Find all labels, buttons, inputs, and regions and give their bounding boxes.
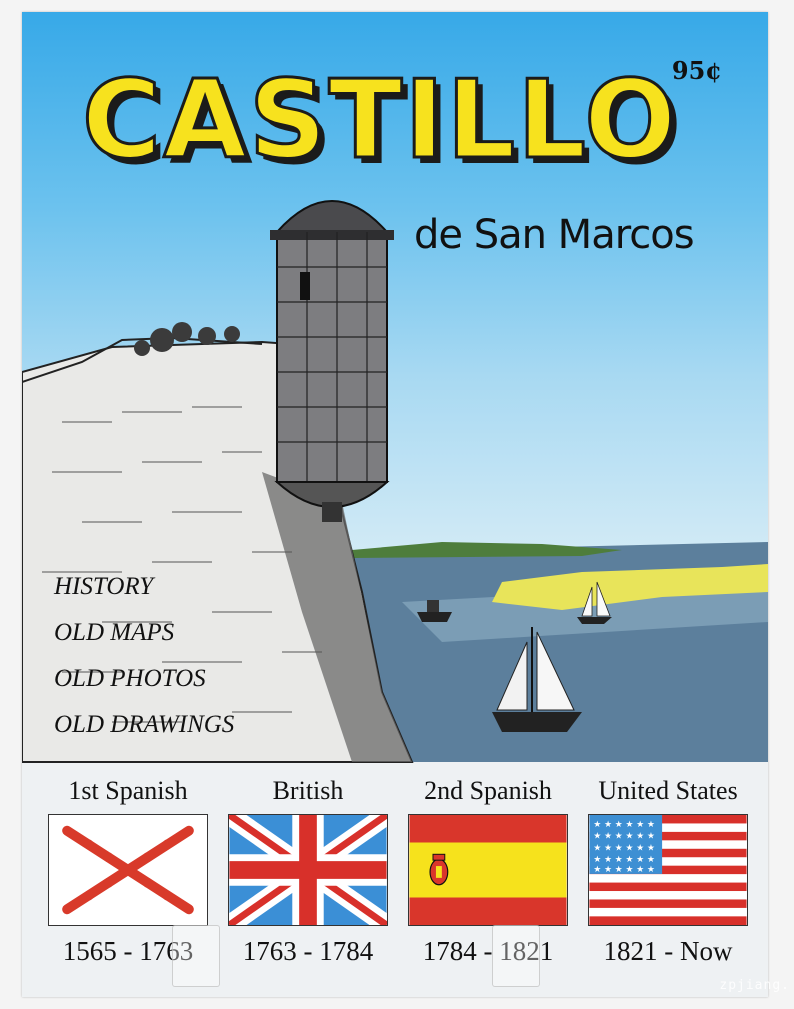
magazine-cover [22,12,768,997]
cover-title: CASTILLO [82,58,679,183]
period-years: 1565 - 1763 [62,936,194,966]
spanish-coat-of-arms-icon [430,854,448,884]
period-name: 2nd Spanish [424,776,552,805]
svg-text:★ ★ ★ ★ ★ ★: ★ ★ ★ ★ ★ ★ [593,831,655,842]
feature-old-maps: OLD MAPS [54,619,175,646]
burgundy-cross-flag-icon [48,814,208,926]
far-shoreline [352,542,622,558]
cover-subtitle: de San Marcos [414,212,694,258]
feature-old-photos: OLD PHOTOS [54,665,206,692]
union-jack-flag-icon [228,814,388,926]
svg-text:★ ★ ★ ★ ★ ★: ★ ★ ★ ★ ★ ★ [593,819,655,830]
feature-old-drawings: OLD DRAWINGS [54,711,235,738]
period-years: 1784 - 1821 [422,936,554,966]
period-name: 1st Spanish [68,776,188,805]
feature-history: HISTORY [54,573,154,600]
period-years: 1821 - Now [603,936,733,966]
price-label: 95¢ [671,56,722,85]
period-british [223,774,393,967]
us-flag-icon [588,814,748,926]
period-name: United States [598,776,738,805]
spanish-flag-icon [408,814,568,926]
display-stand-right [492,925,540,987]
feature-list [54,564,234,748]
svg-text:★ ★ ★ ★ ★ ★: ★ ★ ★ ★ ★ ★ [593,843,655,854]
flag-timeline [22,774,768,984]
display-stand-left [172,925,220,987]
period-united-states [583,774,753,967]
svg-text:★ ★ ★ ★ ★ ★: ★ ★ ★ ★ ★ ★ [593,864,655,875]
period-second-spanish [403,774,573,967]
period-name: British [272,776,344,805]
sentry-tower [270,201,394,522]
svg-text:★ ★ ★ ★ ★ ★: ★ ★ ★ ★ ★ ★ [593,855,655,866]
watermark-text: zpjiang. [719,978,790,993]
period-years: 1763 - 1784 [242,936,374,966]
